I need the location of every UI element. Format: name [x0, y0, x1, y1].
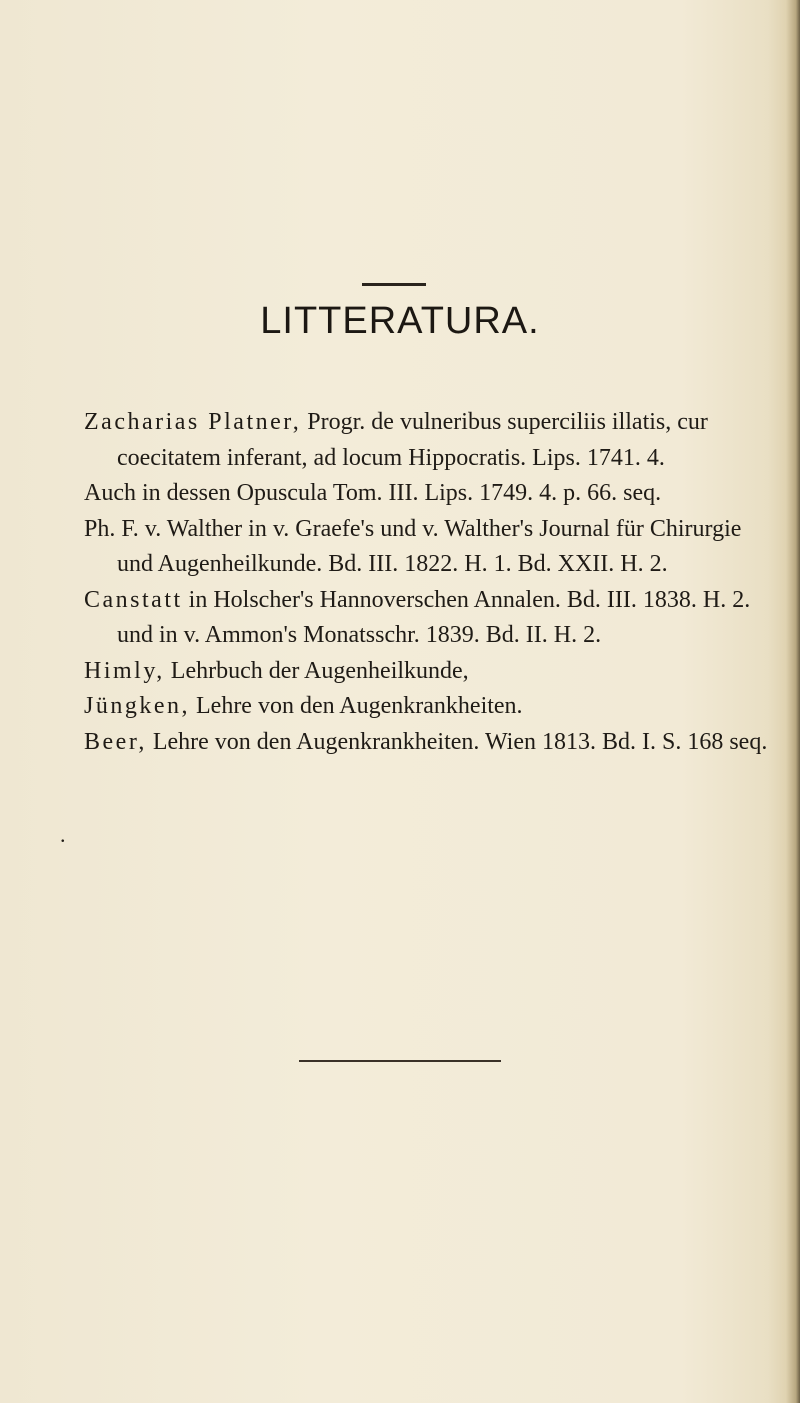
bleed-through-page-number: [350, 78, 450, 96]
reference-entry: [84, 512, 774, 583]
reference-entry: [84, 476, 774, 512]
entry-text: Lehre von den Augenkrankheiten.: [190, 693, 523, 719]
reference-list: [84, 405, 774, 760]
entry-author: Zacharias Platner,: [84, 409, 302, 435]
top-rule: [362, 283, 426, 286]
entry-author: Canstatt: [84, 586, 183, 613]
margin-dot: .: [60, 822, 66, 847]
entry-text: Auch in dessen Opuscula Tom. III. Lips. 1749. 4. p. 66. seq.: [84, 480, 662, 506]
entry-author: Beer,: [84, 728, 147, 755]
reference-entry: [84, 405, 774, 476]
entry-text: Progr. de vulneribus superciliis illatis, cur coecitatem inferant, ad locum Hippocratis. Lips. 1741. 4.: [117, 409, 708, 471]
entry-text: Lehrbuch der Augenheilkunde,: [164, 657, 469, 684]
reference-entry: [84, 583, 774, 654]
entry-text: Ph. F. v. Walther in v. Graefe's und v. Walther's Journal für Chirurgie und Augenheilkunde. Bd. III. 1822. H. 1. Bd. XXII. H. 2.: [84, 515, 742, 577]
reference-entry: [84, 654, 774, 690]
entry-author: Jüngken,: [84, 693, 190, 719]
entry-author: Himly,: [84, 657, 165, 684]
reference-entry: [84, 725, 774, 761]
entry-text: Lehre von den Augenkrankheiten. Wien 1813. Bd. I. S. 168 seq.: [146, 728, 768, 755]
page-title: LITTERATURA.: [260, 300, 540, 342]
bottom-rule: [299, 1060, 501, 1062]
reference-entry: [84, 689, 774, 725]
bleed-through-text: [120, 125, 680, 156]
page-edge-shadow: [786, 0, 800, 1403]
entry-text: in Holscher's Hannoverschen Annalen. Bd. III. 1838. H. 2. und in v. Ammon's Monatsschr. 1839. Bd. II. H. 2.: [117, 586, 751, 648]
